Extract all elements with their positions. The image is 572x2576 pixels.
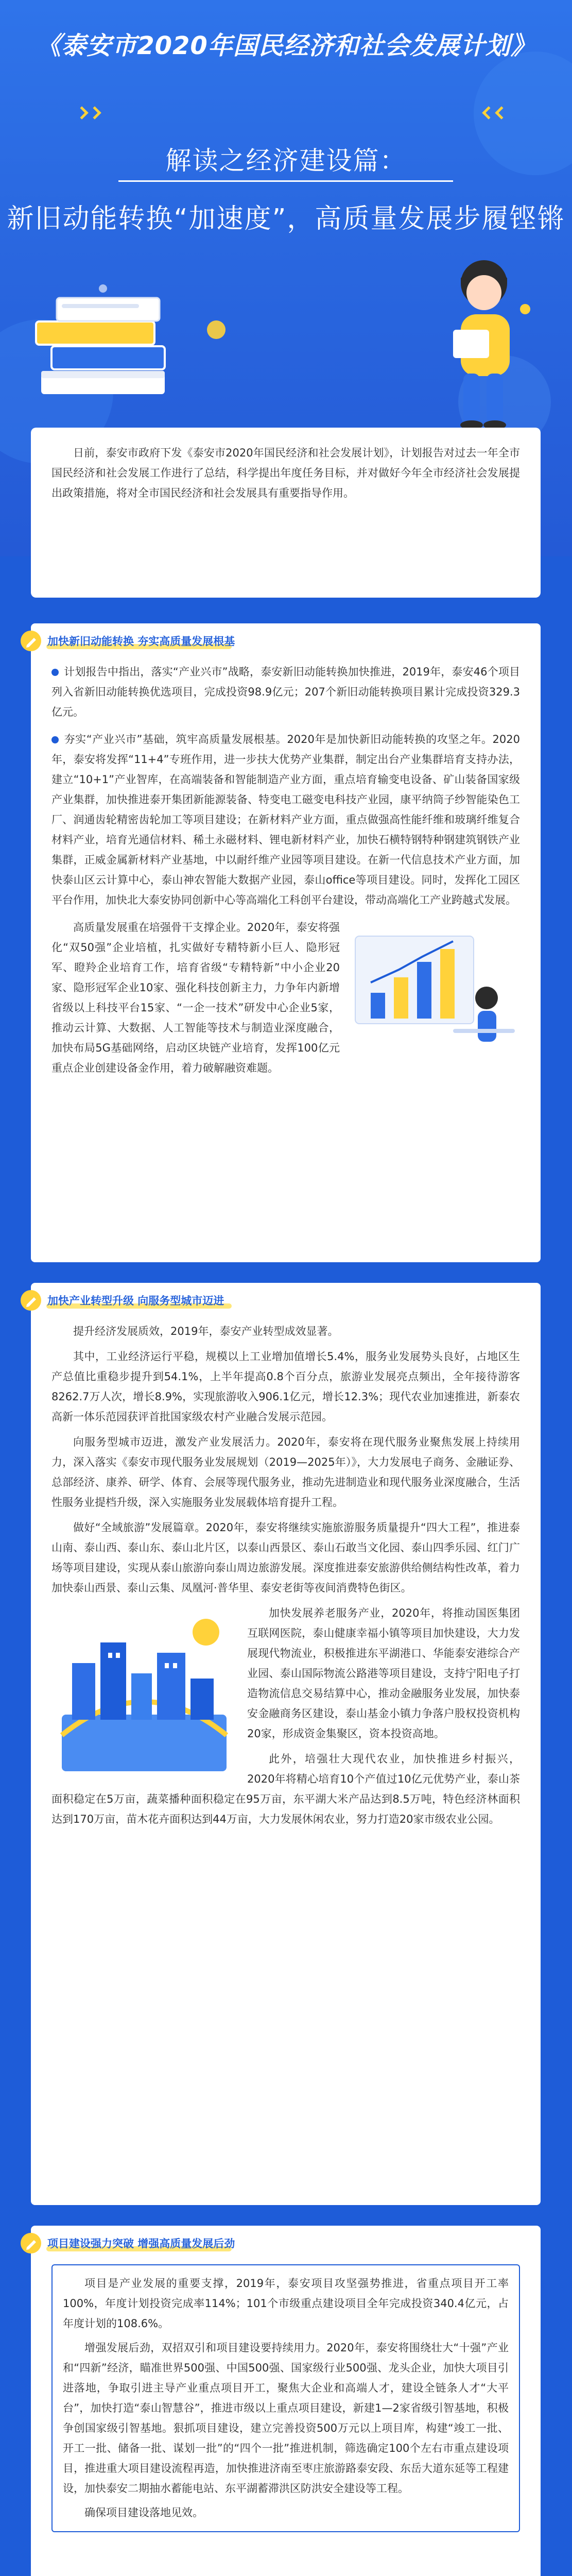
section-industrial-upgrade — [31, 1283, 541, 2205]
pencil-icon — [21, 2233, 41, 2253]
pencil-icon — [21, 631, 41, 651]
bullet-icon — [51, 736, 59, 743]
section-heading — [21, 2233, 235, 2253]
section-paragraph — [51, 662, 520, 722]
growth-chart-illustration — [350, 921, 520, 1049]
section-paragraph: 其中，工业经济运行平稳，规模以上工业增加值增长5.4%，服务业发展势头良好，占地区生产总值比重稳步提升到54.1%，上半年提高0.8个百分点，旅游业发展亮点频出，全年接待游客8262.7万人次，增长8.9%，实现旅游收入906.1亿元，增长12.3%；现代农业加速推进，新泰农高新一体乐范园获评首批国家级农村产业融合发展示范园。 — [51, 1350, 520, 1423]
section-heading-text: 加快新旧动能转换 夯实高质量发展根基 — [47, 635, 235, 648]
section-heading-text: 项目建设强力突破 增强高质量发展后劲 — [47, 2238, 235, 2250]
section-separator — [0, 2205, 572, 2226]
section-heading — [21, 1290, 224, 1311]
section-paragraph: 高质量发展重在培强骨干支撑企业。2020年，泰安将强化“双50强”企业培植，扎实做好专精特新小巨人、隐形冠军、瞪羚企业培育工作，培育省级“专精特新”中小企业20家、隐形冠军企业10家、强化科技创新主力，力争年内新增省级以上科技平台15家、“一企一技术”研发中心企业5家，推动云计算、大数据、人工智能等技术与制造业深度融合，加快布局5G基础网络，启动区块链产业培育，发挥100亿元重点企业创建设备金作用，着力破解融资难题。 — [51, 921, 340, 1074]
section-heading-text: 加快产业转型升级 向服务型城市迈进 — [47, 1295, 224, 1307]
section-project-construction — [31, 2226, 541, 2576]
bullet-icon — [51, 669, 59, 676]
hero-subtitle-1: 解读之经济建设篇： — [165, 146, 407, 176]
section-paragraph: 确保项目建设落地见效。 — [84, 2506, 203, 2519]
section-paragraph: 做好“全域旅游”发展篇章。2020年，泰安将继续实施旅游服务质量提升“四大工程”，推进泰山南、泰山西、泰山东、泰山北片区，以泰山西景区、泰山石敢当文化园、泰山四季乐园、红门广场等项目建设，实现从泰山旅游向泰山周边旅游发展。深度推进泰安旅游供给侧结构性改革，着力加快泰山西景、泰山云集、凤凰河·普华里、泰安老街等夜间消费特色街区。 — [51, 1521, 520, 1594]
section-separator — [0, 1262, 572, 1283]
hero-subtitle-divider — [118, 180, 453, 182]
intro-card — [31, 428, 541, 598]
section-new-old-driver-conversion — [31, 623, 541, 1262]
books-illustration — [31, 289, 185, 407]
project-box — [51, 2264, 520, 2532]
intro-paragraph: 日前，泰安市政府下发《泰安市2020年国民经济和社会发展计划》，计划报告对过去一年全市国民经济和社会发展工作进行了总结，科学提出年度任务目标，并对做好今年全市经济社会发展提出政策措施，将对全市国民经济和社会发展具有重要指导作用。 — [51, 447, 520, 499]
section-paragraph: 向服务型城市迈进，激发产业发展活力。2020年，泰安将在现代服务业聚焦发展上持续用力，深入落实《泰安市现代服务业发展规划（2019—2025年）》，大力发展电子商务、金融证券、总部经济、康养、研学、体育、会展等现代服务业，推动先进制造业和现代服务业深度融合，生活性服务业提档升级，深入实施服务业发展载体培育提升工程。 — [51, 1436, 520, 1509]
section-paragraph: 加快发展养老服务产业，2020年，将推动国医集团互联网医院，泰山健康幸福小镇等项目加快建设，大力发展现代物流业，积极推进东平湖港口、华能泰安港综合产业园、泰山国际物流公路港等项目建设，支持宁阳电子打造物流信息交易结算中心，推动金融服务业发展，加快泰安金融商务区建设，泰山基金小镇力争落户股权投资机构20家，形成资金集聚区，资本投资高地。 — [247, 1607, 520, 1740]
section-paragraph: 增强发展后劲，双招双引和项目建设要持续用力。2020年，泰安将围绕壮大“十强”产业和“四新”经济，瞄准世界500强、中国500强、国家级行业500强、龙头企业，加快大项目引进落地，争取引进主导产业重点项目开工，聚焦大企业和高端人才，建设全链条人才“大平台”，加快打造“泰山智慧谷”，推进市级以上重点项目建设，新建1—2家省级引智基地，积极争创国家级引智基地。狠抓项目建设，建立完善投资500万元以上项目库，构建“竣工一批、开工一批、储备一批、谋划一批”的“四个一批”推进机制，筛选确定100个左右市重点建设项目，推进重大项目建设流程再造，加快推进济南至枣庄旅游路泰安段、东岳大道东延等工程建设，加快泰安二期抽水蓄能电站、东平湖蓄滞洪区防洪安全建设等工程。 — [63, 2342, 509, 2495]
section-paragraph: 此外，培强壮大现代农业，加快推进乡村振兴，2020年将精心培育10个产值过10亿元优势产业，泰山茶面积稳定在5万亩，蔬菜播种面积稳定在95万亩，东平湖大米产品达到8.5万吨，特色经济林面积达到170万亩，苗木花卉面积达到44万亩，大力发展休闲农业，努力打造20家市级农业公园。 — [51, 1753, 520, 1825]
section-paragraph — [51, 730, 520, 910]
hero-title: 《泰安市2020年国民经济和社会发展计划》 — [36, 31, 536, 60]
section-paragraph: 项目是产业发展的重要支撑，2019年，泰安项目攻坚强势推进，省重点项目开工率100%，年度计划投资完成率114%；101个市级重点建设项目全年完成投资340.4亿元，占年度计划的108.6%。 — [63, 2277, 509, 2330]
paragraph-text: 夯实“产业兴市”基础，筑牢高质量发展根基。2020年是加快新旧动能转换的攻坚之年。2020年，泰安将发挥“11+4”专班作用，进一步扶大优势产业集群，制定出台产业集群培育支持办法，建立“10+1”产业智库，在高端装备和智能制造产业方面，重点培育输变电设备、矿山装备国家级产业集群，加快推进泰开集团新能源装备、特变电工磁变电科技产业园，康平纳筒子纱智能染色工厂、润通齿轮精密齿轮加工等项目建设；在新材料产业方面，重点做强高性能纤维和玻璃纤维复合材料产业，培育光通信材料、稀土永磁材料、锂电新材料产业，加快石横特钢特种钢建筑钢铁产业集群，正威金属新材料产业基地，中以耐纤维产业园等项目建设。在新一代信息技术产业方面，加快泰山区云计算中心，泰山神农智能大数据产业园，泰山office等项目建设。同时，发挥化工园区平台作用，加快北大泰安协同创新中心等高端化工科创平台建设，带动高端化工产业跨越式发展。 — [51, 733, 520, 906]
reading-person-illustration — [407, 247, 551, 433]
section-heading — [21, 631, 235, 651]
hero-subtitle-2: 新旧动能转换“加速度”，高质量发展步履铿锵 — [7, 204, 565, 234]
section-paragraph: 提升经济发展质效，2019年，泰安产业转型成效显著。 — [73, 1325, 339, 1337]
city-bridge-illustration — [51, 1606, 237, 1782]
pencil-icon — [21, 1290, 41, 1311]
paragraph-text: 计划报告中指出，落实“产业兴市”战略，泰安新旧动能转换加快推进，2019年，泰安46个项目列入省新旧动能转换优选项目，完成投资98.9亿元；207个新旧动能转换项目累计完成投资329.3亿元。 — [51, 666, 520, 718]
